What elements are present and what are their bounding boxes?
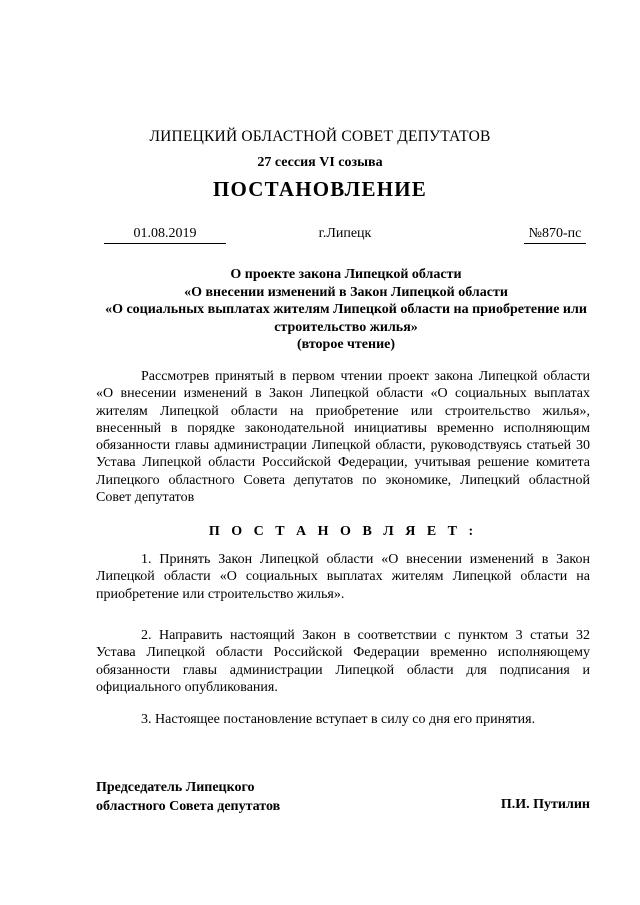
signatory-title-line-2: областного Совета депутатов: [96, 799, 281, 814]
document-date: 01.08.2019: [104, 226, 226, 244]
session-label: 27 сессия VI созыва: [257, 155, 383, 170]
signatory-name: П.И. Путилин: [500, 797, 590, 812]
document-number: №870-пс: [524, 226, 586, 244]
decree-heading: П О С Т А Н О В Л Я Е Т :: [208, 524, 478, 539]
subject-line-1: О проекте закона Липецкой области: [230, 267, 462, 282]
signatory-title-line-1: Председатель Липецкого: [96, 780, 255, 795]
subject-line-4: (второе чтение): [296, 337, 396, 352]
document-city: г.Липецк: [318, 226, 372, 241]
decree-item-1: 1. Принять Закон Липецкой области «О внесении изменений в Закон Липецкой области «О социальных выплатах жителям Липецкой области на приобретение или строительство жилья».: [96, 552, 590, 602]
subject-line-3: «О социальных выплатах жителям Липецкой области на приобретение или строительство жилья»: [105, 302, 587, 335]
decree-item-3: 3. Настоящее постановление вступает в силу со дня его принятия.: [141, 712, 536, 727]
subject-line-2: «О внесении изменений в Закон Липецкой области: [184, 284, 508, 300]
intro-paragraph: Рассмотрев принятый в первом чтении проект закона Липецкой области «О внесении изменений в Закон Липецкой области «О социальных выплатах жителям Липецкой области на приобретение или строительство жилья», внесенный в порядке законодательной инициативы временно исполняющим обязанности главы администрации Липецкой области, руководствуясь статьей 30 Устава Липецкой области Российской Федерации, учитывая решение комитета Липецкого областного Совета депутатов по экономике, Липецкий областной Совет депутатов: [96, 369, 590, 506]
signatory-title: [96, 778, 396, 816]
document-type-title: ПОСТАНОВЛЕНИЕ: [212, 177, 428, 201]
document-subject: [96, 266, 596, 354]
council-name: ЛИПЕЦКИЙ ОБЛАСТНОЙ СОВЕТ ДЕПУТАТОВ: [149, 128, 491, 145]
decree-item-2: 2. Направить настоящий Закон в соответствии с пунктом 3 статьи 32 Устава Липецкой области Российской Федерации временно исполняющему обязанности главы администрации Липецкой области для подписания и официального опубликования.: [96, 628, 590, 695]
